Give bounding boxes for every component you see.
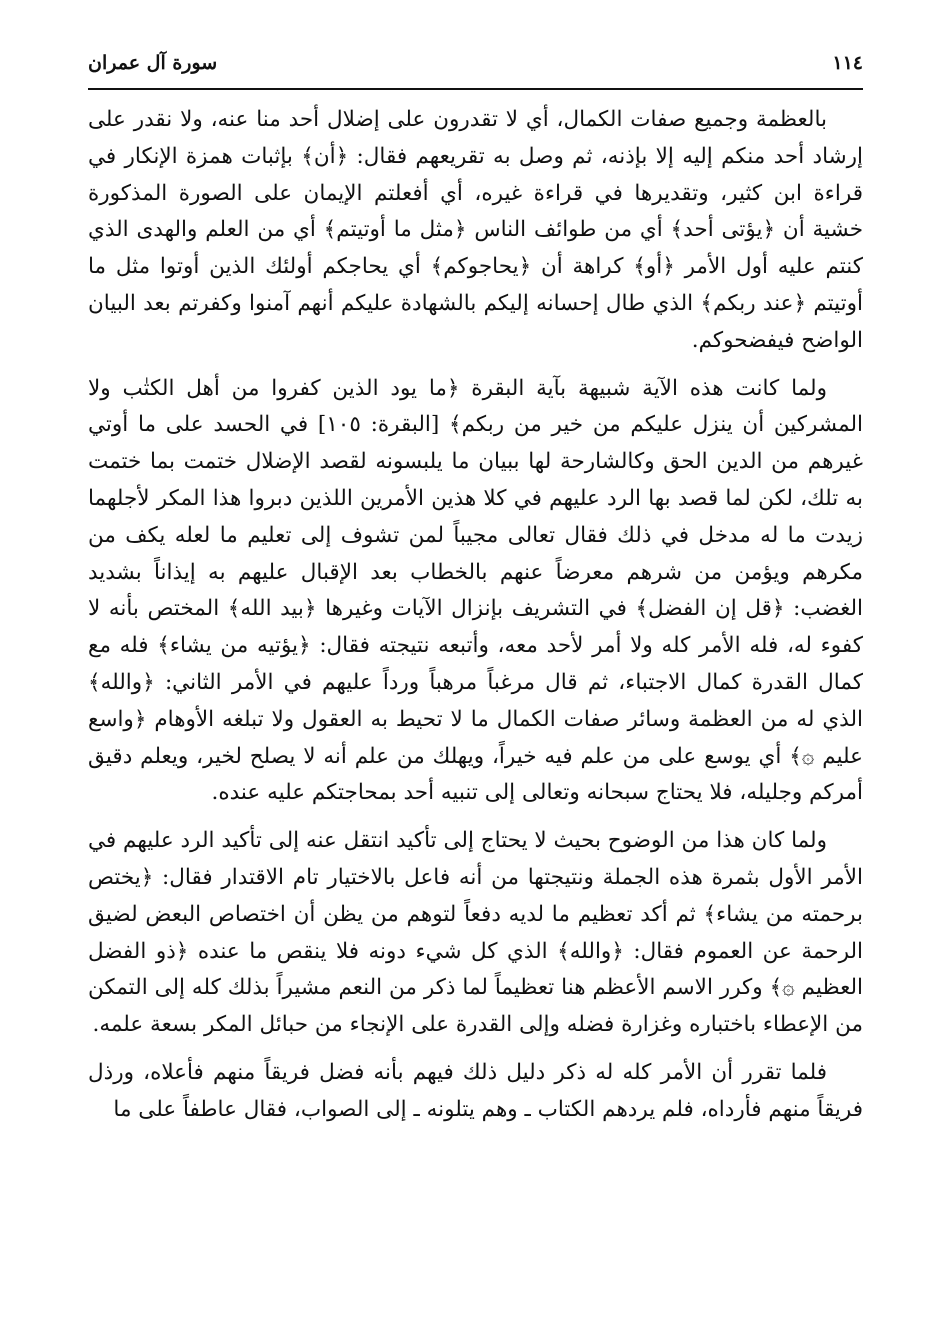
header-rule: [88, 88, 863, 90]
surah-title: سورة آل عمران: [88, 52, 218, 74]
paragraph-3: ولما كان هذا من الوضوح بحيث لا يحتاج إلى تأكيد انتقل عنه إلى تأكيد الرد عليهم في الأمر الأول بثمرة هذه الجملة ونتيجتها من أنه فاعل بالاختيار تام الاقتدار فقال: ﴿يختص برحمته من يشاء﴾ ثم أكد تعظيم ما لديه دفعاً لتوهم من يظن أن اختصاص البعض لضيق الرحمة عن العموم فقال: ﴿والله﴾ الذي كل شيء دونه فلا ينقص ما عنده ﴿ذو الفضل العظيم ۞﴾ وكرر الاسم الأعظم هنا تعظيماً لما ذكر من النعم مشيراً بذلك كله إلى التمكن من الإعطاء باختباره وغزارة فضله وإلى القدرة على الإنجاء من حبائل المكر بسعة علمه.: [88, 828, 863, 1038]
book-page: [88, 52, 863, 1140]
page-number: ١١٤: [832, 52, 863, 74]
paragraph-2: ولما كانت هذه الآية شبيهة بآية البقرة ﴿ما يود الذين كفروا من أهل الكتٰب ولا المشركين أن ينزل عليكم من خير من ربكم﴾ [البقرة: ١٠٥] في الحسد على ما أوتي غيرهم من الدين الحق وكالشارحة لها ببيان ما يلبسونه لقصد الإضلال ختمت بما ختمت به تلك، لكن لما قصد بها الرد عليهم في كلا هذين الأمرين اللذين دبروا هذا المكر لأجلهما زيدت ما له مدخل في ذلك فقال تعالى مجيباً لمن تشوف إلى تعليم ما لعله يكف من مكرهم ويؤمن من شرهم معرضاً عنهم بالخطاب بعد الإقبال عليهم به إيذاناً بشديد الغضب: ﴿قل إن الفضل﴾ في التشريف بإنزال الآيات وغيرها ﴿بيد الله﴾ المختص بأنه لا كفوء له، فله الأمر كله ولا أمر لأحد معه، وأتبعه نتيجته فقال: ﴿يؤتيه من يشاء﴾ فله مع كمال القدرة كمال الاجتباء، ثم قال مرغباً مرهباً ورداً عليهم في الأمر الثاني: ﴿والله﴾ الذي له من العظمة وسائر صفات الكمال ما لا تحيط به العقول ولا تبلغه الأوهام ﴿واسع عليم ۞﴾ أي يوسع على من علم فيه خيراً، ويهلك من علم أنه لا يصلح لخير، ويعلم دقيق أمركم وجليله، فلا يحتاج سبحانه وتعالى إلى تنبيه أحد بمحاجتكم عليه عنده.: [88, 375, 863, 806]
paragraph-1: بالعظمة وجميع صفات الكمال، أي لا تقدرون على إضلال أحد منا عنه، ولا نقدر على إرشاد أحد منكم إليه إلا بإذنه، ثم وصل به تقريعهم فقال: ﴿أن﴾ بإثبات همزة الإنكار في قراءة ابن كثير، وتقديرها في قراءة غيره، أي أفعلتم الإيمان على الصورة المذكورة خشية أن ﴿يؤتى أحد﴾ أي من طوائف الناس ﴿مثل ما أوتيتم﴾ أي من العلم والهدى الذي كنتم عليه أول الأمر ﴿أو﴾ كراهة أن ﴿يحاجوكم﴾ أي يحاجكم أولئك الذين أوتوا مثل ما أوتيتم ﴿عند ربكم﴾ الذي طال إحسانه إليكم بالشهادة عليكم أنهم آمنوا وكفرتم بعد البيان الواضح فيفضحوكم.: [88, 107, 863, 353]
running-header: [88, 52, 863, 86]
paragraph-4: فلما تقرر أن الأمر كله له ذكر دليل ذلك فيهم بأنه فضل فريقاً منهم فأعلاه، ورذل فريقاً منهم فأرداه، فلم يردهم الكتاب ـ وهم يتلونه ـ إلى الصواب، فقال عاطفاً على ما: [88, 1059, 863, 1122]
